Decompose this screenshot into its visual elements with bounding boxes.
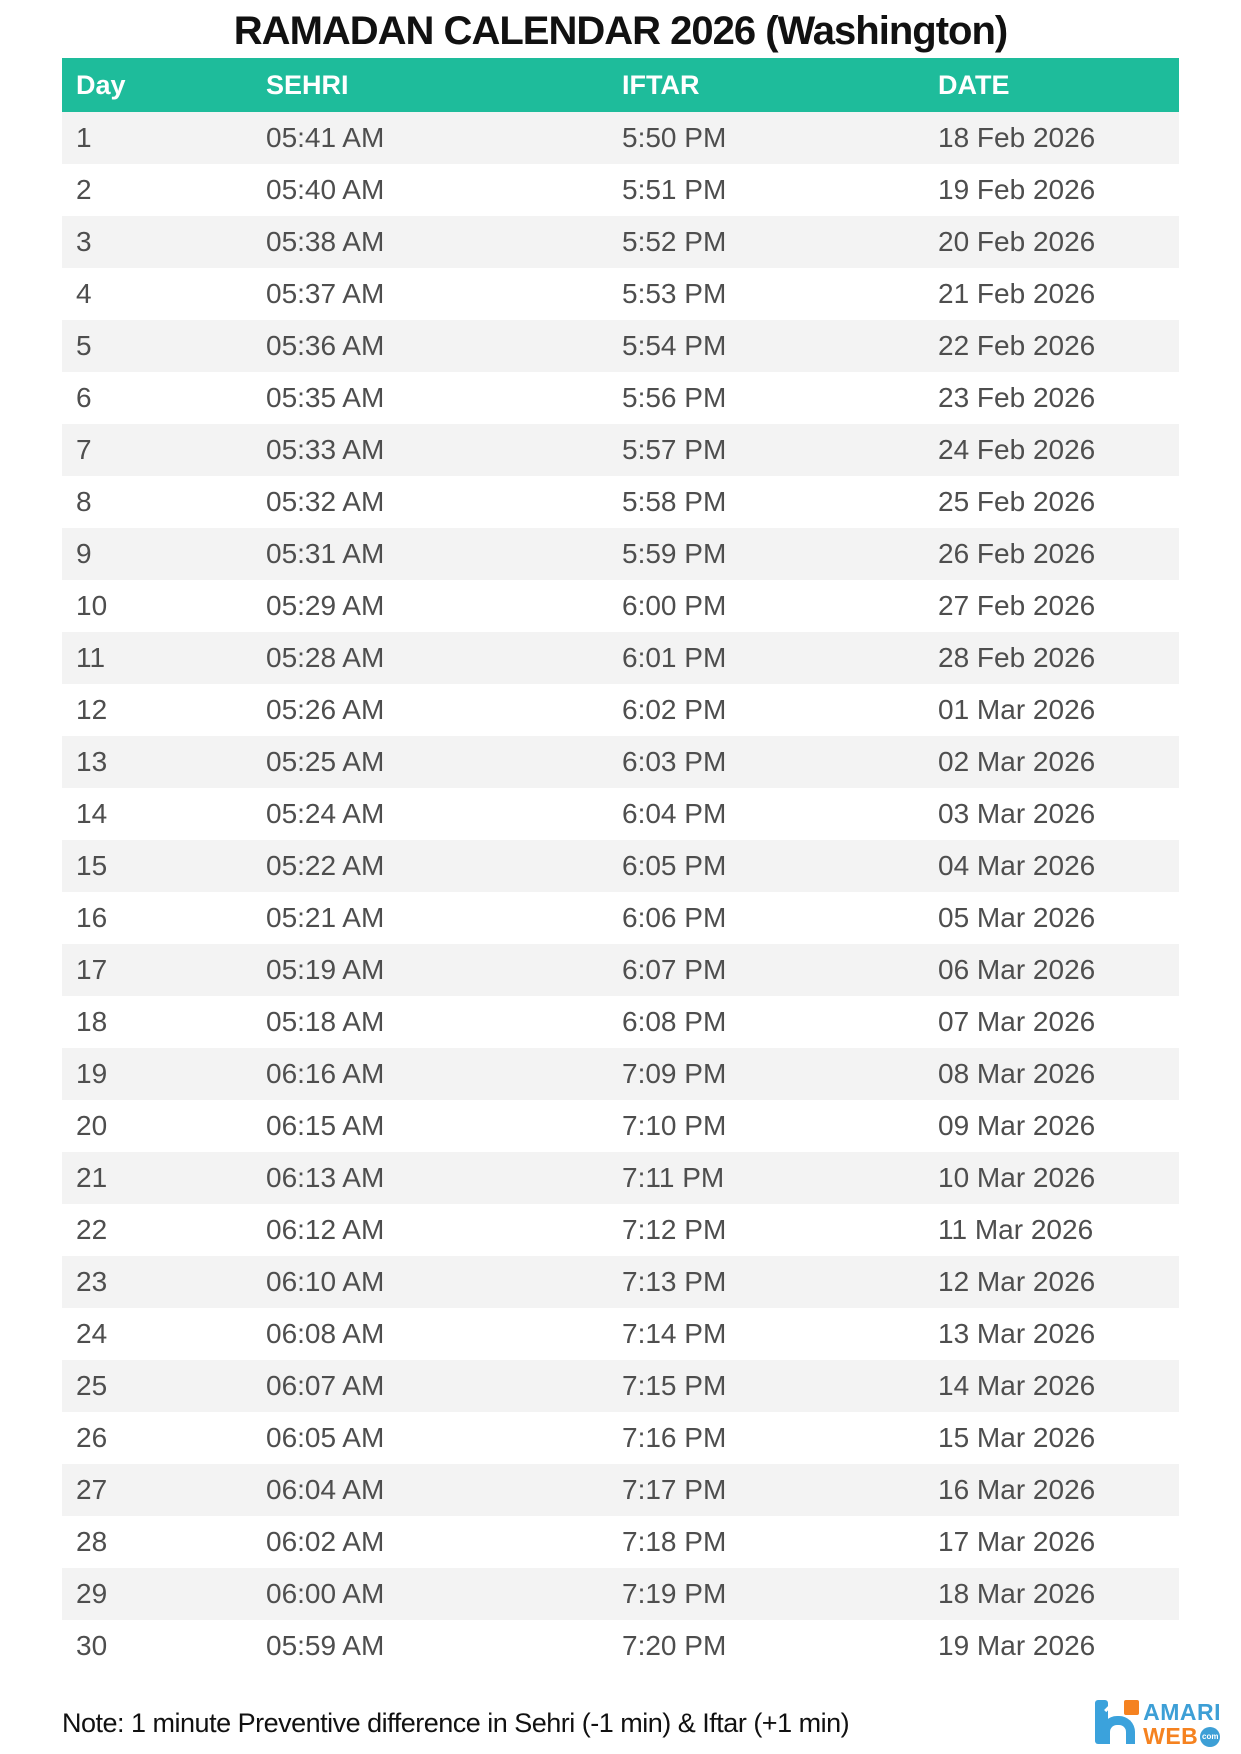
day-cell: 28 [76, 1526, 108, 1557]
iftar-cell: 5:54 PM [622, 330, 727, 361]
sehri-cell: 05:33 AM [266, 434, 385, 465]
sehri-cell: 05:29 AM [266, 590, 385, 621]
date-cell: 27 Feb 2026 [938, 590, 1096, 621]
logo-arch-shape [1101, 1716, 1135, 1744]
table-row [62, 580, 1179, 632]
sehri-cell: 05:19 AM [266, 954, 385, 985]
sehri-cell: 05:24 AM [266, 798, 385, 829]
iftar-cell: 7:15 PM [622, 1370, 727, 1401]
day-cell: 4 [76, 278, 92, 309]
date-cell: 15 Mar 2026 [938, 1422, 1096, 1453]
iftar-cell: 7:09 PM [622, 1058, 727, 1089]
sehri-cell: 06:10 AM [266, 1266, 385, 1297]
iftar-cell: 6:03 PM [622, 746, 727, 777]
page-title: RAMADAN CALENDAR 2026 (Washington) [233, 9, 1008, 53]
iftar-cell: 5:52 PM [622, 226, 727, 257]
iftar-cell: 7:20 PM [622, 1630, 727, 1661]
sehri-cell: 05:59 AM [266, 1630, 385, 1661]
iftar-cell: 6:08 PM [622, 1006, 727, 1037]
date-cell: 10 Mar 2026 [938, 1162, 1096, 1193]
sehri-cell: 05:41 AM [266, 122, 385, 153]
day-cell: 24 [76, 1318, 108, 1349]
date-cell: 25 Feb 2026 [938, 486, 1096, 517]
date-cell: 03 Mar 2026 [938, 798, 1096, 829]
table-row [62, 1308, 1179, 1360]
table-row [62, 1100, 1179, 1152]
logo-text-web: WEB [1143, 1723, 1199, 1749]
sehri-cell: 06:02 AM [266, 1526, 385, 1557]
day-cell: 1 [76, 122, 92, 153]
sehri-cell: 06:12 AM [266, 1214, 385, 1245]
iftar-cell: 5:51 PM [622, 174, 727, 205]
day-cell: 21 [76, 1162, 108, 1193]
table-row [62, 892, 1179, 944]
iftar-cell: 7:10 PM [622, 1110, 727, 1141]
sehri-cell: 05:25 AM [266, 746, 385, 777]
iftar-cell: 5:50 PM [622, 122, 727, 153]
day-cell: 22 [76, 1214, 108, 1245]
iftar-cell: 6:04 PM [622, 798, 727, 829]
sehri-cell: 05:40 AM [266, 174, 385, 205]
iftar-cell: 7:16 PM [622, 1422, 727, 1453]
sehri-cell: 06:16 AM [266, 1058, 385, 1089]
day-cell: 5 [76, 330, 92, 361]
day-cell: 15 [76, 850, 108, 881]
logo-text-amari: AMARI [1143, 1699, 1221, 1725]
sehri-cell: 05:35 AM [266, 382, 385, 413]
date-cell: 12 Mar 2026 [938, 1266, 1096, 1297]
date-cell: 24 Feb 2026 [938, 434, 1096, 465]
table-row [62, 736, 1179, 788]
date-cell: 16 Mar 2026 [938, 1474, 1096, 1505]
date-cell: 20 Feb 2026 [938, 226, 1096, 257]
day-cell: 2 [76, 174, 92, 205]
date-cell: 02 Mar 2026 [938, 746, 1096, 777]
sehri-cell: 05:37 AM [266, 278, 385, 309]
iftar-cell: 5:59 PM [622, 538, 727, 569]
iftar-cell: 7:14 PM [622, 1318, 727, 1349]
sehri-cell: 05:18 AM [266, 1006, 385, 1037]
day-cell: 29 [76, 1578, 108, 1609]
iftar-cell: 6:05 PM [622, 850, 727, 881]
hamariweb-logo[interactable] [1093, 1698, 1221, 1748]
hamariweb-house-icon [1093, 1698, 1141, 1746]
day-cell: 19 [76, 1058, 108, 1089]
day-cell: 20 [76, 1110, 108, 1141]
table-row [62, 684, 1179, 736]
table-row [62, 1412, 1179, 1464]
column-header-date: DATE [924, 58, 1179, 112]
sehri-cell: 05:22 AM [266, 850, 385, 881]
sehri-cell: 05:21 AM [266, 902, 385, 933]
iftar-cell: 6:00 PM [622, 590, 727, 621]
iftar-cell: 7:18 PM [622, 1526, 727, 1557]
sehri-cell: 06:15 AM [266, 1110, 385, 1141]
column-header-iftar: IFTAR [608, 58, 924, 112]
day-cell: 9 [76, 538, 92, 569]
day-cell: 26 [76, 1422, 108, 1453]
table-row [62, 944, 1179, 996]
sehri-cell: 06:00 AM [266, 1578, 385, 1609]
table-row [62, 164, 1179, 216]
date-cell: 09 Mar 2026 [938, 1110, 1096, 1141]
table-row [62, 424, 1179, 476]
table-row [62, 1360, 1179, 1412]
table-row [62, 1048, 1179, 1100]
table-row [62, 268, 1179, 320]
sehri-cell: 05:38 AM [266, 226, 385, 257]
day-cell: 25 [76, 1370, 108, 1401]
logo-text [1143, 1698, 1221, 1748]
date-cell: 08 Mar 2026 [938, 1058, 1096, 1089]
header-row [62, 58, 1179, 112]
day-cell: 16 [76, 902, 108, 933]
day-cell: 7 [76, 434, 92, 465]
day-cell: 30 [76, 1630, 108, 1661]
day-cell: 12 [76, 694, 108, 725]
date-cell: 17 Mar 2026 [938, 1526, 1096, 1557]
date-cell: 07 Mar 2026 [938, 1006, 1096, 1037]
sehri-cell: 06:13 AM [266, 1162, 385, 1193]
date-cell: 06 Mar 2026 [938, 954, 1096, 985]
table-row [62, 840, 1179, 892]
day-cell: 10 [76, 590, 108, 621]
table-row [62, 788, 1179, 840]
date-cell: 23 Feb 2026 [938, 382, 1096, 413]
day-cell: 8 [76, 486, 92, 517]
date-cell: 01 Mar 2026 [938, 694, 1096, 725]
iftar-cell: 6:01 PM [622, 642, 727, 673]
table-row [62, 320, 1179, 372]
day-cell: 14 [76, 798, 108, 829]
table-row [62, 528, 1179, 580]
calendar-table-container [62, 58, 1179, 1672]
date-cell: 05 Mar 2026 [938, 902, 1096, 933]
iftar-cell: 5:56 PM [622, 382, 727, 413]
sehri-cell: 05:26 AM [266, 694, 385, 725]
table-row [62, 1256, 1179, 1308]
sehri-cell: 05:32 AM [266, 486, 385, 517]
table-row [62, 1152, 1179, 1204]
sehri-cell: 06:05 AM [266, 1422, 385, 1453]
sehri-cell: 06:07 AM [266, 1370, 385, 1401]
date-cell: 22 Feb 2026 [938, 330, 1096, 361]
table-row [62, 1204, 1179, 1256]
day-cell: 23 [76, 1266, 108, 1297]
iftar-cell: 6:06 PM [622, 902, 727, 933]
date-cell: 21 Feb 2026 [938, 278, 1096, 309]
day-cell: 17 [76, 954, 108, 985]
calendar-table-body [62, 112, 1179, 1672]
date-cell: 28 Feb 2026 [938, 642, 1096, 673]
date-cell: 19 Feb 2026 [938, 174, 1096, 205]
table-row [62, 996, 1179, 1048]
date-cell: 13 Mar 2026 [938, 1318, 1096, 1349]
sehri-cell: 05:28 AM [266, 642, 385, 673]
table-row [62, 1516, 1179, 1568]
day-cell: 18 [76, 1006, 108, 1037]
table-row [62, 632, 1179, 684]
date-cell: 14 Mar 2026 [938, 1370, 1096, 1401]
iftar-cell: 5:57 PM [622, 434, 727, 465]
sehri-cell: 05:36 AM [266, 330, 385, 361]
table-row [62, 476, 1179, 528]
day-cell: 13 [76, 746, 108, 777]
column-header-day: Day [62, 58, 252, 112]
day-cell: 11 [76, 642, 106, 673]
iftar-cell: 7:13 PM [622, 1266, 727, 1297]
calendar-table-header [62, 58, 1179, 112]
iftar-cell: 7:19 PM [622, 1578, 727, 1609]
iftar-cell: 6:02 PM [622, 694, 727, 725]
iftar-cell: 7:17 PM [622, 1474, 727, 1505]
date-cell: 11 Mar 2026 [938, 1214, 1094, 1245]
preventive-note: Note: 1 minute Preventive difference in Sehri (-1 min) & Iftar (+1 min) [62, 1707, 850, 1738]
footer [62, 1698, 1221, 1748]
table-row [62, 372, 1179, 424]
day-cell: 6 [76, 382, 92, 413]
date-cell: 18 Mar 2026 [938, 1578, 1096, 1609]
sehri-cell: 06:04 AM [266, 1474, 385, 1505]
iftar-cell: 5:58 PM [622, 486, 727, 517]
date-cell: 04 Mar 2026 [938, 850, 1096, 881]
column-header-sehri: SEHRI [252, 58, 608, 112]
iftar-cell: 7:12 PM [622, 1214, 727, 1245]
date-cell: 26 Feb 2026 [938, 538, 1096, 569]
iftar-cell: 5:53 PM [622, 278, 727, 309]
table-row [62, 112, 1179, 164]
logo-com-badge: com [1200, 1727, 1220, 1747]
iftar-cell: 6:07 PM [622, 954, 727, 985]
table-row [62, 1464, 1179, 1516]
day-cell: 27 [76, 1474, 108, 1505]
iftar-cell: 7:11 PM [622, 1162, 725, 1193]
sehri-cell: 05:31 AM [266, 538, 385, 569]
calendar-table [62, 58, 1179, 1672]
sehri-cell: 06:08 AM [266, 1318, 385, 1349]
date-cell: 19 Mar 2026 [938, 1630, 1096, 1661]
day-cell: 3 [76, 226, 92, 257]
table-row [62, 1568, 1179, 1620]
date-cell: 18 Feb 2026 [938, 122, 1096, 153]
table-row [62, 1620, 1179, 1672]
logo-square-shape [1124, 1700, 1139, 1715]
table-row [62, 216, 1179, 268]
